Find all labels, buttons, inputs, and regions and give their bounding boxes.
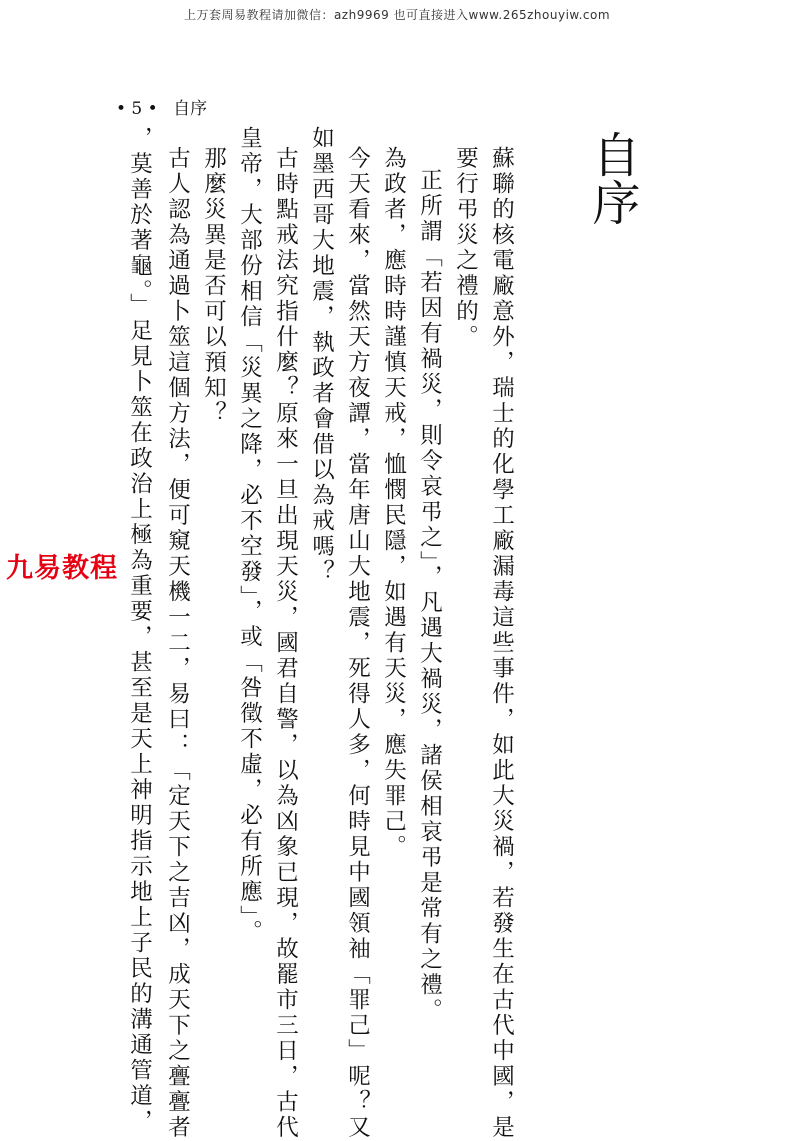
- text-column-1: 蘇聯的核電廠意外，瑞士的化學工廠漏毒這些事件，如此大災禍，若發生在古代中國，是: [488, 146, 515, 1141]
- text-column-9: 那麼災異是否可以預知？: [200, 146, 227, 427]
- text-column-8: 皇帝，大部份相信「災異之降，必不空發」，或「咎徵不虛，必有所應」。: [236, 126, 263, 945]
- text-column-4: 為政者，應時時謹慎天戒，恤憫民隱，如遇有天災，應失罪己。: [380, 146, 407, 860]
- text-column-2: 要行弔災之禮的。: [452, 146, 479, 350]
- text-column-7: 古時點戒法究指什麼？原來一旦出現天災，國君自警，以為凶象已現，故罷市三日，古代: [272, 146, 299, 1141]
- page-number: • 5 •: [116, 99, 158, 119]
- text-column-10: 古人認為通過卜筮這個方法，便可窺天機一二，易曰：「定天下之吉凶，成天下之亹亹者: [164, 146, 191, 1141]
- text-column-6: 如墨西哥大地震，執政者會借以為戒嗎？: [308, 126, 335, 585]
- running-header: [116, 94, 207, 119]
- section-title: 自序: [173, 99, 208, 119]
- text-column-11: ，莫善於著龜。」足見卜筮在政治上極為重要，甚至是天上神明指示地上子民的溝通管道，: [126, 126, 153, 1135]
- watermark-logo: 九易教程: [6, 553, 118, 584]
- top-banner: 上万套周易教程请加微信：azh9969 也可直接进入www.265zhouyiw.com: [183, 8, 611, 22]
- chapter-title: 自序: [584, 130, 640, 226]
- text-column-5: 今天看來，當然天方夜譚，當年唐山大地震，死得人多，何時見中國領袖「罪己」呢？又: [344, 146, 371, 1141]
- text-column-3: 正所謂「若因有禍災，則令哀弔之」，凡遇大禍災，諸侯相哀弔是常有之禮。: [416, 168, 443, 1024]
